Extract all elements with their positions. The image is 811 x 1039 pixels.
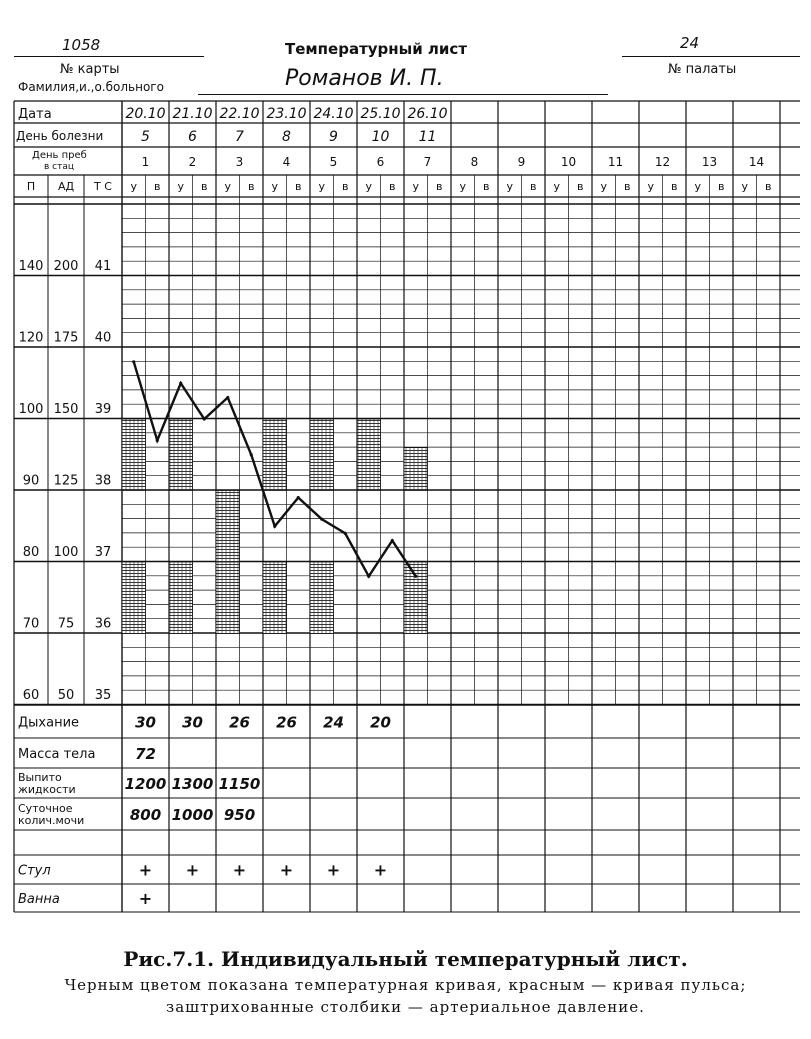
temperature-point [344, 532, 347, 535]
stay-day-cell: 13 [701, 155, 718, 169]
blood-pressure-bar [263, 419, 287, 491]
evening-label: в [765, 180, 772, 193]
blood-pressure-bar [404, 448, 428, 491]
pressure-scale-value: 100 [53, 545, 79, 560]
pulse-scale-value: 100 [18, 402, 44, 417]
pressure-scale-value: 175 [53, 330, 79, 346]
temp-scale-value: 38 [94, 473, 112, 489]
pressure-scale-value: 150 [53, 402, 79, 417]
stay-day-label-line2: в стац [44, 162, 74, 172]
blood-pressure-bar [216, 562, 240, 634]
temperature-point [203, 417, 206, 420]
evening-label: в [342, 180, 349, 193]
pulse-scale-value: 70 [22, 616, 40, 632]
morning-label: у [506, 180, 514, 193]
date-row-label: Дата [18, 107, 52, 122]
morning-label: у [459, 180, 467, 193]
bottom-cell: + [373, 860, 388, 880]
figure-caption-line1: Черным цветом показана температурная кривая, красным — кривая пульса; [64, 976, 747, 994]
figure-caption-title: Рис.7.1. Индивидуальный температурный лист. [123, 947, 688, 971]
pulse-scale-value: 80 [22, 545, 40, 560]
bottom-cell: 30 [182, 713, 203, 732]
bottom-row-label: жидкости [18, 783, 76, 796]
stay-day-label-line1: День пpeб [32, 150, 87, 161]
evening-label: в [295, 180, 302, 193]
temperature-point [179, 382, 182, 385]
blood-pressure-bar [169, 562, 193, 634]
stay-day-cell: 1 [141, 155, 150, 169]
bottom-cell: + [138, 889, 153, 908]
bottom-cell: 1150 [218, 775, 261, 793]
blood-pressure-bar [122, 419, 146, 491]
bottom-cell: + [138, 860, 153, 880]
figure-caption-line2: заштрихованные столбики — артериальное давление. [166, 998, 645, 1016]
bottom-cell: 26 [229, 713, 250, 732]
bottom-row-label: Масса тела [18, 747, 96, 762]
temp-scale-value: 36 [94, 616, 112, 632]
temperature-point [250, 453, 253, 456]
evening-label: в [201, 180, 208, 193]
temperature-point [367, 575, 370, 578]
morning-label: у [318, 180, 326, 193]
temperature-point [391, 539, 394, 542]
bottom-row-label: Стул [18, 863, 51, 879]
pressure-scale-value: 50 [57, 688, 75, 703]
ward-number: 24 [680, 34, 700, 52]
bottom-row-label: Дыхание [18, 715, 80, 731]
temp-scale-value: 35 [94, 688, 112, 703]
stay-day-cell: 6 [376, 155, 385, 169]
morning-label: у [741, 180, 749, 193]
blood-pressure-bar [404, 562, 428, 634]
illness-day-cell: 6 [188, 129, 197, 145]
evening-label: в [483, 180, 490, 193]
bottom-cell: + [279, 860, 294, 880]
illness-day-row-label: День болезни [16, 129, 104, 143]
illness-day-cell: 9 [329, 129, 338, 145]
date-cell: 21.10 [172, 106, 213, 122]
temperature-point [297, 496, 300, 499]
blood-pressure-bar [263, 562, 287, 634]
temperature-point [132, 360, 135, 363]
evening-label: в [436, 180, 443, 193]
morning-label: у [365, 180, 373, 193]
stay-day-cell: 2 [188, 155, 197, 169]
bottom-cell: 30 [135, 713, 156, 732]
illness-day-cell: 5 [141, 129, 150, 145]
morning-label: у [412, 180, 420, 193]
bottom-row-label: колич.мочи [18, 814, 85, 827]
morning-label: у [647, 180, 655, 193]
illness-day-cell: 7 [235, 129, 244, 145]
pulse-scale-value: 140 [18, 259, 44, 274]
illness-day-cell: 11 [418, 129, 437, 145]
illness-day-cell: 8 [282, 129, 291, 145]
pulse-scale-value: 60 [22, 688, 40, 703]
bottom-cell: 1300 [171, 775, 214, 793]
evening-label: в [624, 180, 631, 193]
patient-label: Фамилия,и.,о.больного [18, 80, 164, 94]
temp-scale-value: 40 [94, 330, 112, 346]
evening-label: в [671, 180, 678, 193]
stay-day-cell: 3 [235, 155, 244, 169]
morning-label: у [224, 180, 232, 193]
morning-label: у [177, 180, 185, 193]
temperature-point [156, 439, 159, 442]
temperature-point [414, 575, 417, 578]
evening-label: в [389, 180, 396, 193]
stay-day-cell: 5 [329, 155, 338, 169]
sheet-labels [16, 106, 771, 908]
date-cell: 25.10 [360, 106, 401, 122]
patient-name: Романов И. П. [285, 66, 444, 91]
stay-day-cell: 14 [748, 155, 765, 169]
morning-label: у [130, 180, 138, 193]
pressure-scale-value: 200 [53, 259, 79, 274]
card-number-label: № карты [60, 62, 120, 77]
bottom-cell: + [232, 860, 247, 880]
morning-label: у [600, 180, 608, 193]
temperature-point [320, 518, 323, 521]
date-cell: 26.10 [407, 106, 448, 122]
temp-scale-value: 37 [94, 545, 112, 560]
morning-label: у [553, 180, 561, 193]
blood-pressure-bar [357, 419, 381, 491]
temp-scale-value: 39 [94, 402, 112, 417]
morning-label: у [271, 180, 279, 193]
date-cell: 22.10 [219, 106, 260, 122]
pressure-scale-value: 125 [53, 473, 79, 489]
evening-label: в [154, 180, 161, 193]
stay-day-cell: 9 [517, 155, 526, 169]
bottom-cell: 20 [370, 713, 391, 732]
bottom-cell: 800 [129, 806, 162, 824]
illness-day-cell: 10 [371, 129, 390, 145]
pressure-scale-value: 75 [57, 616, 75, 632]
evening-label: в [577, 180, 584, 193]
blood-pressure-bar [310, 419, 334, 491]
pulse-scale-value: 90 [22, 473, 40, 489]
ward-label: № палаты [668, 62, 737, 77]
bottom-row-label: Суточное [18, 802, 73, 815]
stay-day-cell: 7 [423, 155, 432, 169]
bottom-cell: 950 [223, 806, 256, 824]
date-cell: 23.10 [266, 106, 307, 122]
temperature-point [226, 396, 229, 399]
bottom-row-label: Выпито [18, 771, 62, 784]
bottom-row-label: Ванна [18, 892, 60, 907]
date-cell: 20.10 [125, 106, 166, 122]
bottom-cell: 1000 [171, 806, 214, 824]
temp-scale-header: Т С [94, 180, 112, 193]
blood-pressure-bar [169, 419, 193, 491]
evening-label: в [530, 180, 537, 193]
pulse-scale-header: П [26, 180, 36, 193]
stay-day-cell: 8 [470, 155, 479, 169]
bottom-cell: 72 [135, 745, 156, 763]
pulse-scale-value: 120 [18, 330, 44, 346]
bottom-cell: + [326, 860, 341, 880]
temp-scale-value: 41 [94, 259, 112, 274]
pressure-scale-header: АД [57, 180, 75, 193]
morning-label: у [694, 180, 702, 193]
stay-day-cell: 4 [282, 155, 291, 169]
stay-day-cell: 11 [607, 155, 624, 169]
evening-label: в [718, 180, 725, 193]
blood-pressure-bar [216, 491, 240, 563]
evening-label: в [248, 180, 255, 193]
stay-day-cell: 10 [560, 155, 577, 169]
page-title: Температурный лист [285, 40, 468, 58]
bottom-cell: 1200 [124, 775, 167, 793]
date-cell: 24.10 [313, 106, 354, 122]
stay-day-cell: 12 [654, 155, 671, 169]
card-number: 1058 [62, 36, 101, 54]
temperature-point [273, 525, 276, 528]
blood-pressure-bar [310, 562, 334, 634]
bottom-cell: 26 [276, 713, 297, 732]
bottom-cell: + [185, 860, 200, 880]
blood-pressure-bar [122, 562, 146, 634]
bottom-cell: 24 [323, 713, 344, 732]
